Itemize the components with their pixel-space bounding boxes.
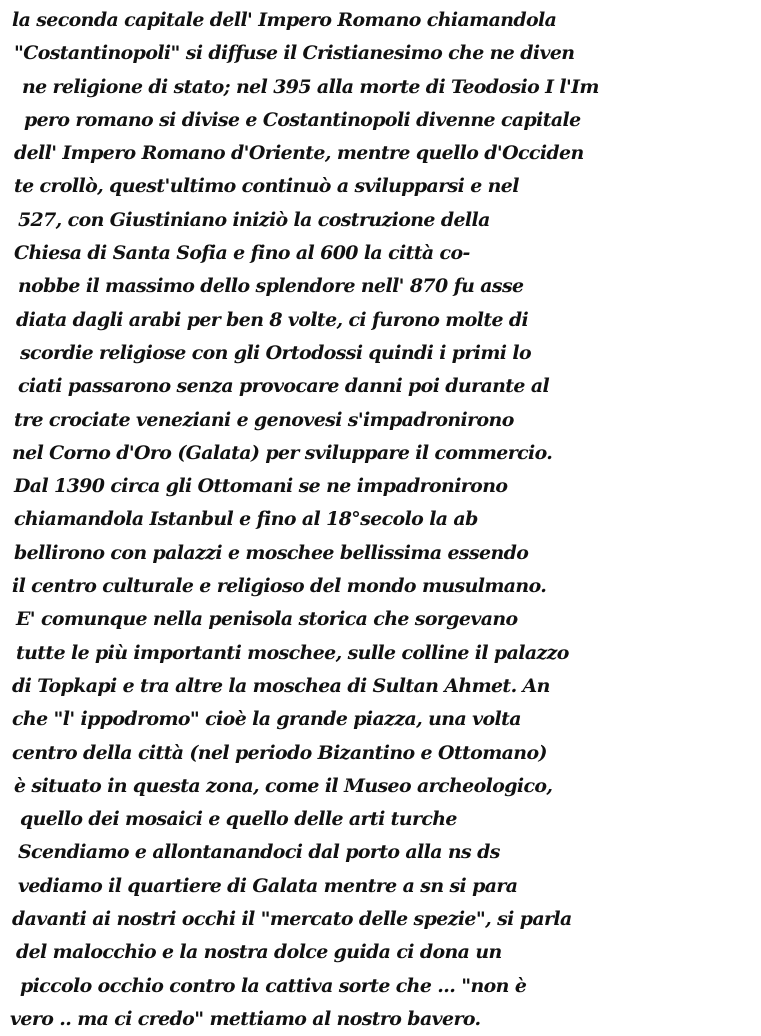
text-line: "Costantinopoli" si diffuse il Cristianesimo che ne diven [13, 42, 575, 65]
text-line: di Topkapi e tra altre la moschea di Sultan Ahmet. An [11, 674, 550, 697]
text-line: piccolo occhio contro la cattiva sorte che ... "non è [19, 974, 527, 997]
text-line: del malocchio e la nostra dolce guida ci dona un [15, 941, 502, 964]
text-line: ne religione di stato; nel 395 alla morte di Teodosio I l'Im [21, 75, 599, 98]
text-line: E' comunque nella penisola storica che sorgevano [15, 608, 518, 631]
text-line: davanti ai nostri occhi il "mercato delle spezie", si parla [11, 908, 572, 931]
text-line: ciati passarono senza provocare danni poi durante al [17, 375, 550, 398]
text-line: dell' Impero Romano d'Oriente, mentre quello d'Occiden [13, 142, 584, 165]
text-line: che "l' ippodromo" cioè la grande piazza, una volta [11, 708, 521, 731]
text-line: Chiesa di Santa Sofia e fino al 600 la città co- [13, 242, 470, 265]
text-line: quello dei mosaici e quello delle arti turche [19, 808, 457, 831]
text-line: tre crociate veneziani e genovesi s'impadronirono [13, 408, 514, 431]
text-line: centro della città (nel periodo Bizantino e Ottomano) [11, 741, 547, 764]
text-line: diata dagli arabi per ben 8 volte, ci furono molte di [15, 308, 529, 331]
text-line: Scendiamo e allontanandoci dal porto alla ns ds [17, 841, 500, 864]
handwritten-text [10, 4, 755, 1036]
text-line: il centro culturale e religioso del mondo musulmano. [11, 575, 547, 598]
text-line: tutte le più importanti moschee, sulle colline il palazzo [15, 641, 569, 664]
text-line: Dal 1390 circa gli Ottomani se ne impadronirono [13, 475, 508, 498]
text-line: 527, con Giustiniano iniziò la costruzione della [17, 208, 490, 231]
text-line: scordie religiose con gli Ortodossi quindi i primi lo [19, 341, 532, 364]
text-line: è situato in questa zona, come il Museo archeologico, [13, 774, 553, 797]
text-line: bellirono con palazzi e moschee bellissima essendo [13, 541, 529, 564]
text-line: nobbe il massimo dello splendore nell' 870 fu asse [17, 275, 524, 298]
text-line: pero romano si divise e Costantinopoli divenne capitale [23, 108, 581, 131]
text-line: te crollò, quest'ultimo continuò a svilupparsi e nel [13, 175, 519, 198]
text-line: vero .. ma ci credo" mettiamo al nostro bavero. [10, 1007, 481, 1030]
text-line: nel Corno d'Oro (Galata) per sviluppare il commercio. [11, 441, 553, 464]
text-line: vediamo il quartiere di Galata mentre a sn si para [17, 874, 518, 897]
text-line: chiamandola Istanbul e fino al 18°secolo la ab [13, 508, 478, 531]
text-line: la seconda capitale dell' Impero Romano chiamandola [11, 9, 557, 31]
